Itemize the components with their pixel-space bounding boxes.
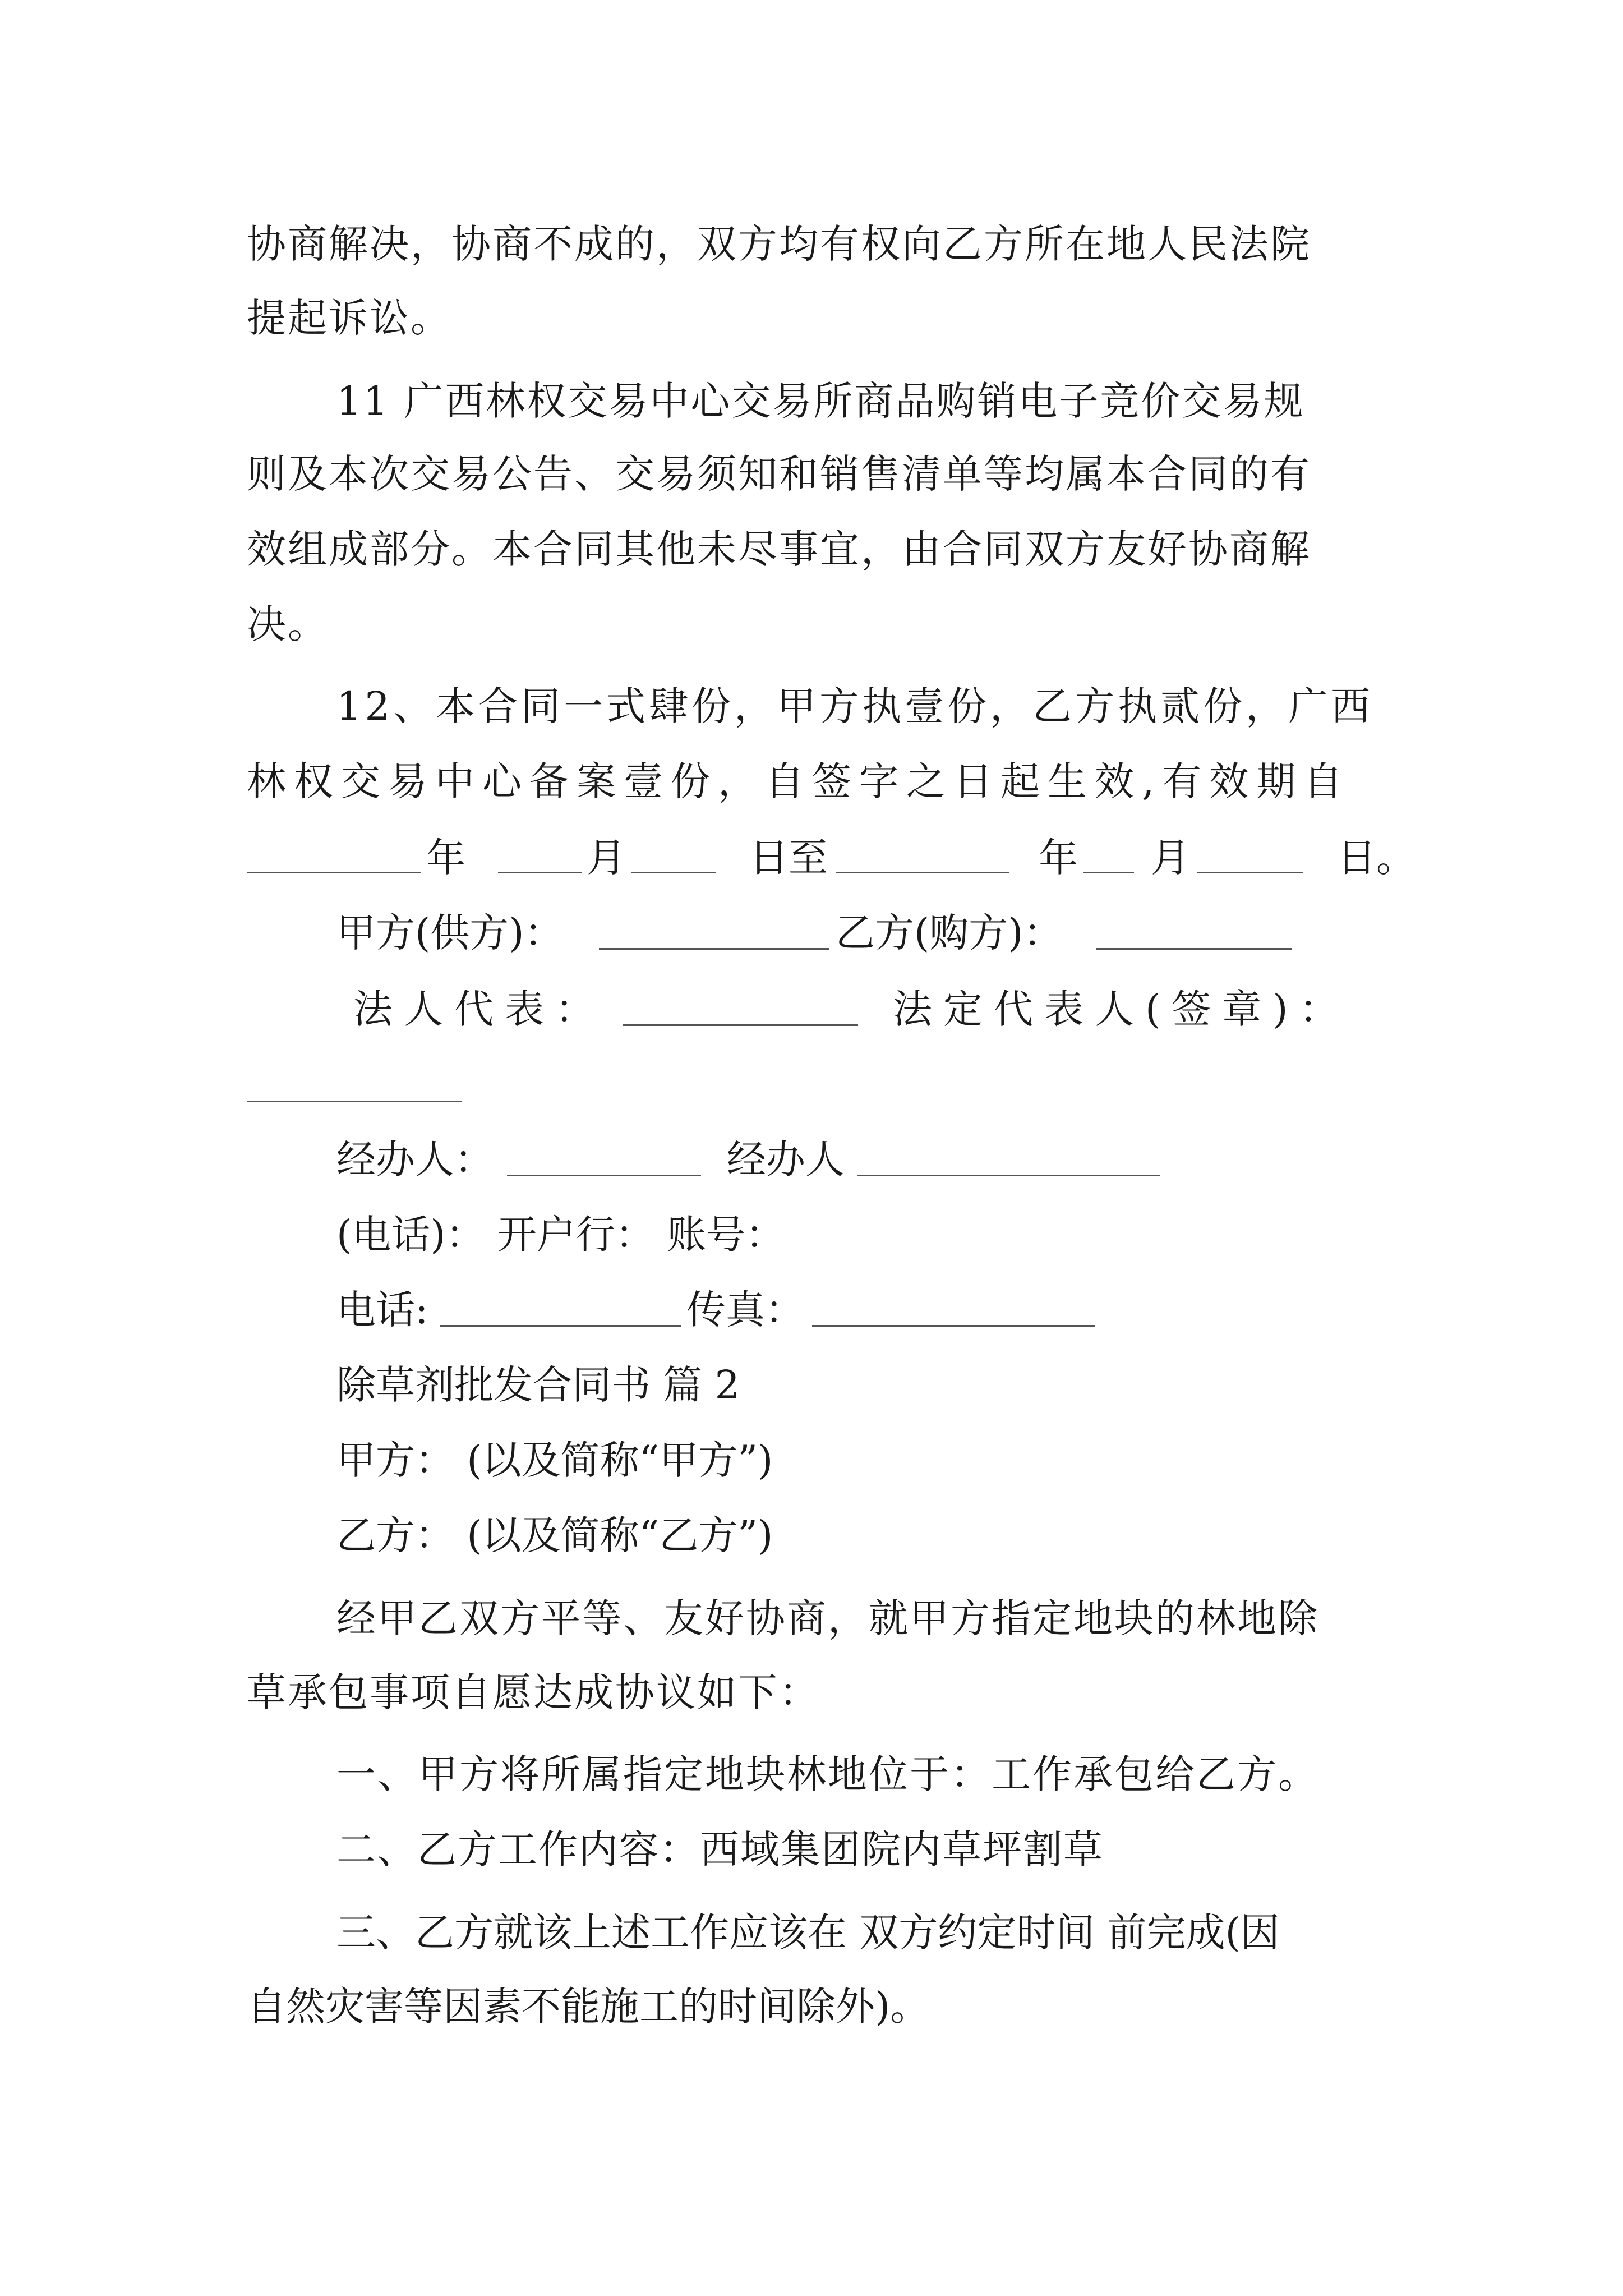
blank-day-start[interactable]: [631, 872, 716, 873]
label-year-end: 年: [1039, 835, 1078, 881]
handler-a-label: 经办人：: [336, 1137, 494, 1182]
label-day-end: 日。: [1337, 835, 1415, 881]
handler-b-field[interactable]: [857, 1175, 1160, 1176]
party-b-line: 乙方： (以及简称“乙方”): [336, 1512, 773, 1558]
label-month-end: 月: [1151, 835, 1190, 881]
handler-b-label: 经办人: [727, 1137, 845, 1182]
phone-label: 电话:: [336, 1287, 428, 1333]
party-a-label: 甲方(供方)：: [336, 910, 564, 956]
section-title: 除草剂批发合同书 篇 2: [336, 1362, 740, 1408]
party-a-line: 甲方： (以及简称“甲方”): [336, 1437, 773, 1483]
text-line: 林权交易中心备案壹份，自签字之日起生效,有效期自: [247, 758, 1351, 804]
text-line: 决。: [247, 601, 329, 647]
text-line: 效组成部分。本合同其他未尽事宜，由合同双方友好协商解: [247, 526, 1311, 572]
party-b-field[interactable]: [1096, 948, 1292, 950]
party-b-label: 乙方(购方)：: [836, 910, 1063, 956]
party-a-field[interactable]: [599, 948, 829, 950]
blank-year-start[interactable]: [247, 872, 421, 873]
clause-12-line: 12、本合同一式肆份，甲方执壹份，乙方执贰份，广西: [336, 683, 1374, 729]
clause-1-line: 一、甲方将所属指定地块林地位于：工作承包给乙方。: [336, 1751, 1319, 1797]
fax-field[interactable]: [812, 1325, 1095, 1327]
clause-2-line: 二、乙方工作内容：西域集团院内草坪割草: [336, 1826, 1104, 1872]
text-line: 草承包事项自愿达成协议如下：: [247, 1669, 820, 1715]
legal-rep-label: 法人代表：: [353, 986, 606, 1032]
fax-label: 传真：: [686, 1287, 804, 1333]
blank-month-end[interactable]: [1083, 872, 1134, 873]
clause-11-line: 11 广西林权交易中心交易所商品购销电子竞价交易规: [336, 378, 1305, 424]
text-line: 协商解决，协商不成的，双方均有权向乙方所在地人民法院: [247, 221, 1311, 267]
label-day-to: 日至: [749, 835, 828, 881]
legal-rep-sign-field[interactable]: [247, 1101, 462, 1102]
handler-a-field[interactable]: [507, 1175, 701, 1176]
text-line: 则及本次交易公告、交易须知和销售清单等均属本合同的有: [247, 451, 1311, 497]
legal-rep-sign-label: 法定代表人(签章)：: [893, 986, 1350, 1032]
blank-year-end[interactable]: [836, 872, 1009, 873]
text-line: 自然灾害等因素不能施工的时间除外)。: [247, 1984, 930, 2030]
label-month: 月: [587, 835, 626, 881]
phone-bank-line: (电话)： 开户行： 账号：: [336, 1212, 785, 1258]
text-line: 经甲乙双方平等、友好协商，就甲方指定地块的林地除: [336, 1595, 1319, 1641]
blank-month-start[interactable]: [498, 872, 582, 873]
phone-field[interactable]: [440, 1325, 681, 1327]
label-year: 年: [426, 835, 465, 881]
clause-3-line: 三、乙方就该上述工作应该在 双方约定时间 前完成(因: [336, 1910, 1280, 1955]
legal-rep-field[interactable]: [623, 1024, 858, 1026]
blank-day-end[interactable]: [1197, 872, 1303, 873]
text-line: 提起诉讼。: [247, 295, 451, 341]
